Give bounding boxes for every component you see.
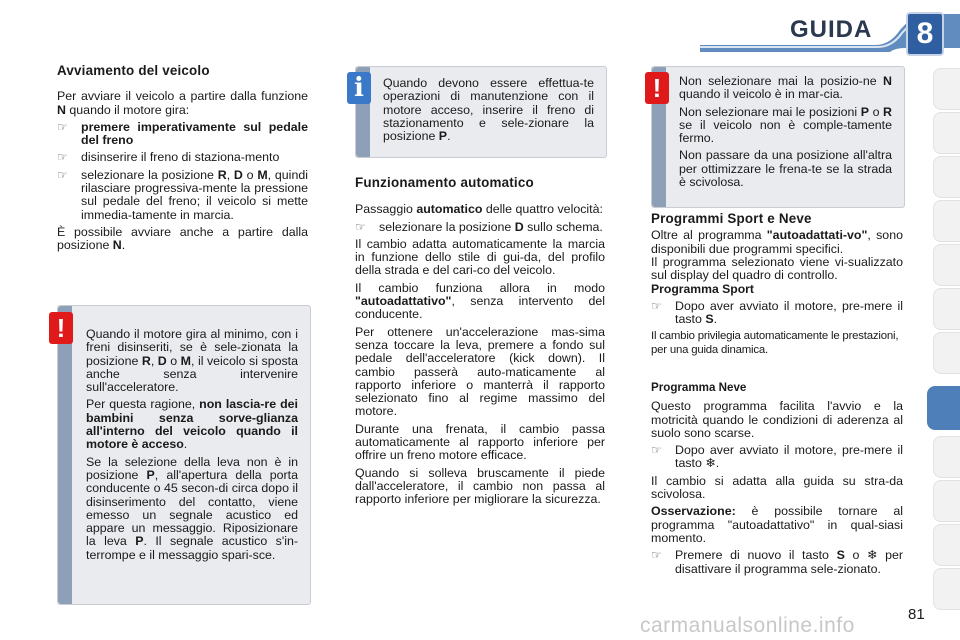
page-number: 81	[908, 606, 925, 623]
info-icon: i	[347, 72, 371, 104]
hand-pointer-icon: ☞	[57, 119, 68, 134]
hand-pointer-icon: ☞	[57, 167, 68, 182]
tab[interactable]	[933, 436, 960, 478]
tab[interactable]	[933, 332, 960, 374]
sport-note: Il cambio privilegia automaticamente le prestazioni, per una guida dinamica.	[651, 330, 899, 356]
tab[interactable]	[933, 524, 960, 566]
tab[interactable]	[933, 112, 960, 154]
section-heading-programmi: Programmi Sport e Neve	[651, 211, 812, 226]
hand-pointer-icon: ☞	[651, 443, 662, 458]
col1-outro: È possibile avviare anche a partire dalla posizione N.	[57, 224, 308, 253]
header-bar	[700, 0, 960, 60]
tab[interactable]	[933, 244, 960, 286]
tab[interactable]	[933, 200, 960, 242]
col1-intro: Per avviare il veicolo a partire dalla funzione N quando il motore gira:	[57, 89, 308, 117]
neve-title: Programma Neve	[651, 380, 747, 394]
sport-title: Programma Sport	[651, 282, 754, 297]
list-item: ☞ premere imperativamente sul pedale del freno	[57, 119, 308, 148]
hand-pointer-icon: ☞	[57, 150, 68, 165]
list-item: ☞ Dopo aver avviato il motore, pre-mere il tasto ❄.	[651, 443, 903, 471]
header-title: GUIDA	[790, 16, 873, 43]
info-box: Quando devono essere effettua-te operazioni di manutenzione con il motore acceso, inserire il freno di stazionamento e sele-zionare la posizione P.	[355, 66, 607, 158]
hand-pointer-icon: ☞	[651, 548, 662, 563]
list-item: ☞ disinserire il freno di staziona-mento	[57, 150, 280, 165]
section-heading-avviamento: Avviamento del veicolo	[57, 63, 210, 78]
tab[interactable]	[933, 568, 960, 610]
tab[interactable]	[933, 156, 960, 198]
col1	[57, 64, 308, 257]
chapter-badge	[906, 12, 944, 56]
snowflake-icon: ❄	[867, 548, 878, 563]
list-item: ☞ Premere di nuovo il tasto S o ❄ per disattivare il programma sele-zionato.	[651, 548, 903, 576]
snowflake-icon: ❄	[705, 456, 716, 471]
list-item: ☞ Dopo aver avviato il motore, pre-mere il tasto S.	[651, 298, 903, 327]
warning-icon: !	[49, 312, 73, 344]
hand-pointer-icon: ☞	[651, 298, 662, 313]
hand-pointer-icon: ☞	[355, 219, 366, 234]
tab[interactable]	[933, 68, 960, 110]
list-item: ☞ selezionare la posizione D sullo schema.	[355, 219, 603, 234]
warning-icon: !	[645, 72, 669, 104]
list-item: ☞ selezionare la posizione R, D o M, quindi rilasciare progressiva-mente la pressione sul pedale del freno; il veicolo si mette immedia-tamente in marcia.	[57, 167, 308, 222]
tab[interactable]	[933, 288, 960, 330]
col3: Programmi Sport e Neve Oltre al programma "autoadattati-vo", sono disponibili due programmi specifici. Il programma selezionato viene vi-sualizzato sul display del quadro di controllo. Programma Sport ☞ Dopo aver avviato il motore, pre-mere il tasto S. Il cambio privilegia automaticamente le prestazioni, per una guida dinamica. Programma Neve Questo programma facilita l'avvio e la motricità quando le condizioni di aderenza al suolo sono scarse. ☞ Dopo aver avviato il motore, pre-mere il tasto ❄. Il cambio si adatta alla guida su stra-da scivolosa. Osservazione: è possibile tornare al programma "autoadattativo" in qual-siasi momento. ☞ Premere di nuovo il tasto S o ❄ per disattivare il programma sele-zionato.	[651, 211, 903, 576]
tab[interactable]	[933, 480, 960, 522]
chapter-number: 8	[916, 17, 934, 50]
warning-box-right: Non selezionare mai la posizio-ne N quando il veicolo è in mar-cia. Non selezionare mai le posizioni P o R se il veicolo non è comple-tamente fermo. Non passare da una posizione all'altra per ottimizzare le frena-te se la strada è scivolosa.	[651, 66, 905, 208]
warning-box-left: Quando il motore gira al minimo, con i freni disinseriti, se è sele-zionata la posizione R, D o M, il veicolo si sposta anche senza intervenire sull'acceleratore. Per questa ragione, non lascia-re dei bambini senza sorve-glianza all'interno del veicolo quando il motore è acceso. Se la selezione della leva non è in posizione P, all'apertura della porta conducente o 45 secon-di circa dopo il disinserimento del contatto, viene emesso un segnale acustico ed appare un messaggio. Riposizionare la leva P. Il segnale acustico s'in-terrompe e il messaggio spari-sce.	[57, 305, 311, 605]
tab-active[interactable]	[927, 386, 960, 430]
watermark: carmanualsonline.info	[640, 614, 855, 637]
col2: Funzionamento automatico Passaggio automatico delle quattro velocità: ☞ selezionare la posizione D sullo schema. Il cambio adatta automaticamente la marcia in funzione dello stile di gui-da, del profilo della strada e del cari-co del veicolo. Il cambio funziona allora in modo "autoadattativo", senza intervento del conducente. Per ottenere un'accelerazione mas-sima senza toccare la leva, premere a fondo sul pedale dell'acceleratore (kick down). Il cambio passerà auto-maticamente al rapporto inferiore o manterrà il rapporto selezionato fino al regime massimo del motore. Durante una frenata, il cambio passa automaticamente al rapporto inferiore per offrire un freno motore efficace. Quando si solleva bruscamente il piede dall'acceleratore, il cambio non passa al rapporto inferiore per migliorare la sicurezza.	[355, 175, 605, 507]
section-heading-funzionamento: Funzionamento automatico	[355, 175, 534, 190]
